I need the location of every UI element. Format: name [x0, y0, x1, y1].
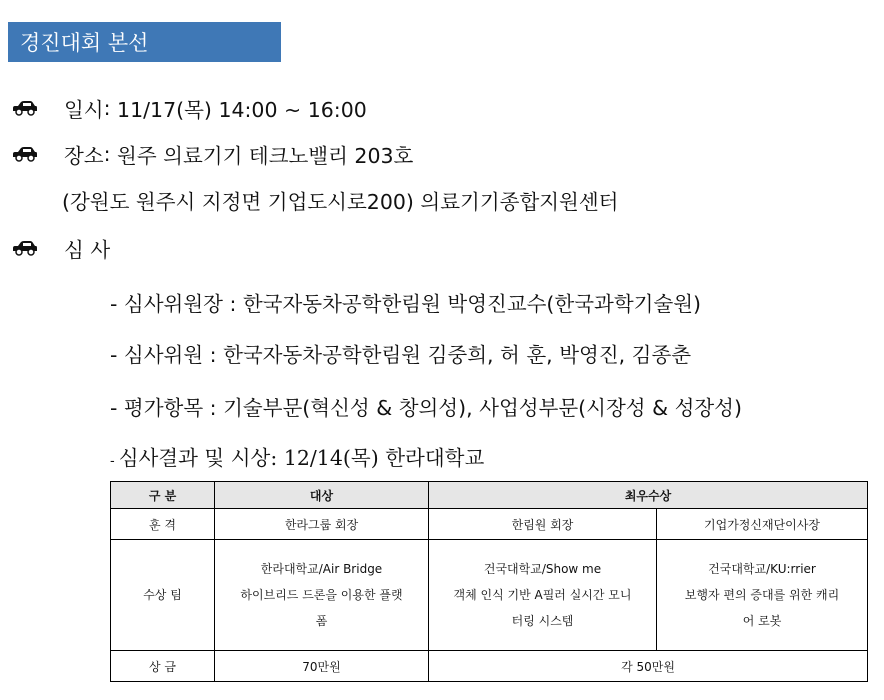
table-row — [111, 540, 868, 651]
judging-line — [12, 233, 110, 263]
team-line: 건국대학교/Show me — [483, 562, 602, 576]
cell-award-grand: 한라그룹 회장 — [215, 509, 429, 540]
team-line: 보행자 편의 증대를 위한 캐리 — [684, 588, 840, 602]
cell-award-label: 훈 격 — [111, 509, 215, 540]
team-line: 어 로봇 — [742, 614, 782, 628]
header-category: 구 분 — [111, 482, 215, 509]
team-line: 건국대학교/KU:rrier — [708, 562, 816, 576]
result-label: 심사결과 및 시상 — [118, 446, 271, 470]
cell-team-grand — [215, 540, 429, 651]
header-grand: 대상 — [215, 482, 429, 509]
venue-address: (강원도 원주시 지정면 기업도시로200) 의료기기종합지원센터 — [62, 190, 619, 214]
cell-award-excellence-1: 한림원 회장 — [429, 509, 657, 540]
judging-label: 심 사 — [64, 238, 111, 262]
result-date: 12/14 — [283, 446, 343, 470]
result-colon: : — [270, 446, 278, 470]
team-line: 한라대학교/Air Bridge — [260, 562, 383, 576]
team-line: 객체 인식 기반 A필러 실시간 모니 — [453, 588, 632, 602]
car-icon — [12, 146, 38, 162]
header-excellence: 최우수상 — [429, 482, 868, 509]
schedule-value: 11/17(목) 14:00 ~ 16:00 — [117, 98, 367, 122]
judging-chair: - 심사위원장 : 한국자동차공학한림원 박영진교수(한국과학기술원) — [110, 292, 702, 316]
result-paren-close: ) — [370, 446, 379, 470]
table-header-row — [111, 482, 868, 509]
cell-team-label: 수상 팀 — [111, 540, 215, 651]
team-line: 하이브리드 드론을 이용한 플랫 — [240, 588, 403, 602]
car-icon — [12, 100, 38, 116]
result-place: 한라대학교 — [385, 446, 485, 470]
cell-team-excellence-2 — [657, 540, 868, 651]
cell-prize-grand: 70만원 — [215, 651, 429, 682]
table-row — [111, 651, 868, 682]
table-row — [111, 509, 868, 540]
result-paren-open: ( — [342, 446, 351, 470]
schedule-label: 일시 — [64, 98, 104, 122]
judging-result — [110, 441, 484, 471]
cell-team-excellence-1 — [429, 540, 657, 651]
schedule-line: 일시 : 11/17(목) 14:00 ~ 16:00 — [12, 93, 367, 123]
judging-criteria: - 평가항목 : 기술부문(혁신성 & 창의성), 사업성부문(시장성 & 성장성) — [110, 396, 742, 420]
judging-members: - 심사위원 : 한국자동차공학한림원 김중희, 허 훈, 박영진, 김종춘 — [110, 343, 692, 367]
venue-label: 장소 — [64, 144, 104, 168]
venue-line: 장소 : 원주 의료기기 테크노밸리 203호 — [12, 139, 413, 169]
cell-award-excellence-2: 기업가정신재단이사장 — [657, 509, 868, 540]
award-table — [110, 481, 868, 682]
result-day: 목 — [350, 446, 371, 470]
team-line: 터링 시스템 — [511, 614, 574, 628]
cell-prize-label: 상 금 — [111, 651, 215, 682]
section-banner: 경진대회 본선 — [8, 22, 281, 62]
team-line: 폼 — [315, 614, 328, 628]
car-icon — [12, 240, 38, 256]
cell-prize-excellence: 각 50만원 — [429, 651, 868, 682]
result-dash: - — [110, 454, 115, 469]
venue-value: 원주 의료기기 테크노밸리 203호 — [117, 144, 414, 168]
